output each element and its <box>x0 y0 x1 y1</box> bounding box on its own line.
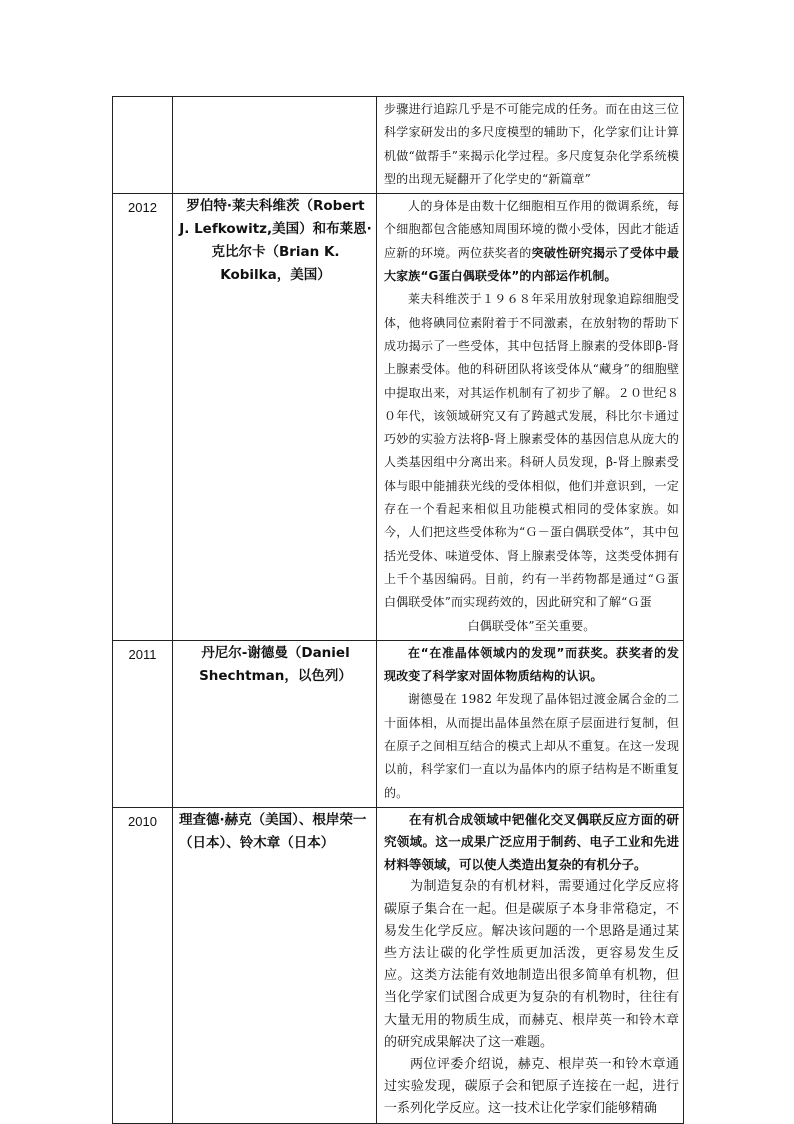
description-text: 步骤进行追踪几乎是不可能完成的任务。而在由这三位科学家研发出的多尺度模型的辅助下，化学家们让计算机做“做帮手”来揭示化学过程。多尺度复杂化学系统模型的出现无疑翻开了化学史的“新篇章” <box>384 102 679 186</box>
nobel-chemistry-table <box>112 96 684 1124</box>
description-body: 谢德曼在 1982 年发现了晶体铝过渡金属合金的二十面体相，从而提出晶体虽然在原子层面进行复制，但在原子之间相互结合的模式上却从不重复。在这一发现以前，科学家们一直以为晶体内的原子结构是不断重复的。 <box>384 692 679 800</box>
table-row-2010 <box>113 807 684 1123</box>
table-row-2012 <box>113 194 684 641</box>
table-row-continuation <box>113 97 684 194</box>
description-intro: 在“在准晶体领域内的发现”而获奖。获奖者的发现改变了科学家对固体物质结构的认识。 <box>384 645 679 684</box>
description-cell <box>377 640 684 807</box>
description-cell <box>377 194 684 641</box>
year-cell <box>113 97 173 194</box>
year-cell: 2010 <box>113 807 173 1123</box>
laureate-cell: 理查德·赫克（美国）、根岸荣一（日本）、铃木章（日本） <box>173 807 377 1123</box>
description-body-end: 白偶联受体”至关重要。 <box>467 618 596 633</box>
table-row-2011 <box>113 640 684 807</box>
year-cell: 2011 <box>113 640 173 807</box>
year-cell: 2012 <box>113 194 173 641</box>
laureate-cell: 罗伯特·莱夫科维茨（Robert J. Lefkowitz,美国）和布莱恩·克比尔卡（Brian K. Kobilka，美国） <box>173 194 377 641</box>
intro-plain-text: 人的身体是由数十亿细胞相互作用的微调系统，每个细胞都包含能感知周围环境的微小受体，因此才能适应新的环境。两位获奖者的 <box>384 199 679 260</box>
description-cell <box>377 807 684 1123</box>
intro-bold-text: 突破性研究揭示了受体中最大家族“G蛋白偶联受体”的内部运作机制。 <box>384 245 679 284</box>
description-body-2: 两位评委介绍说，赫克、根岸英一和铃木章通过实验发现，碳原子会和钯原子连接在一起，进行一系列化学反应。这一技术让化学家们能够精确 <box>384 1057 679 1117</box>
description-body: 莱夫科维茨于１９６８年采用放射现象追踪细胞受体，他将碘同位素附着于不同激素，在放射物的帮助下成功揭示了一些受体，其中包括肾上腺素的受体即β-肾上腺素受体。他的科研团队将该受体从“藏身”的细胞壁中提取出来，对其运作机制有了初步了解。２０世纪８０年代，该领域研究又有了跨越式发展，科比尔卡通过巧妙的实验方法将β-肾上腺素受体的基因信息从庞大的人类基因组中分离出来。科研人员发现，β-肾上腺素受体与眼中能捕获光线的受体相似，他们并意识到，一定存在一个看起来相似且功能模式相同的受体家族。如今，人们把这些受体称为“Ｇ－蛋白偶联受体”，其中包括光受体、味道受体、肾上腺素受体等，这类受体拥有上千个基因编码。目前，约有一半药物都是通过“Ｇ蛋白偶联受体”而实现药效的，因此研究和了解“Ｇ蛋 <box>384 292 679 610</box>
description-intro <box>384 195 679 288</box>
description-body: 为制造复杂的有机材料，需要通过化学反应将碳原子集合在一起。但是碳原子本身非常稳定，不易发生化学反应。解决该问题的一个思路是通过某些方法让碳的化学性质更加活泼，更容易发生反应。这类方法能有效地制造出很多简单有机物，但当化学家们试图合成更为复杂的有机物时，往往有大量无用的物质生成，而赫克、根岸英一和铃木章的研究成果解决了这一难题。 <box>384 879 679 1050</box>
laureate-cell <box>173 97 377 194</box>
description-intro: 在有机合成领域中钯催化交叉偶联反应方面的研究领域。这一成果广泛应用于制药、电子工业和先进材料等领域，可以使人类造出复杂的有机分子。 <box>384 811 679 872</box>
laureate-cell: 丹尼尔-谢德曼（Daniel Shechtman，以色列） <box>173 640 377 807</box>
description-cell <box>377 97 684 194</box>
